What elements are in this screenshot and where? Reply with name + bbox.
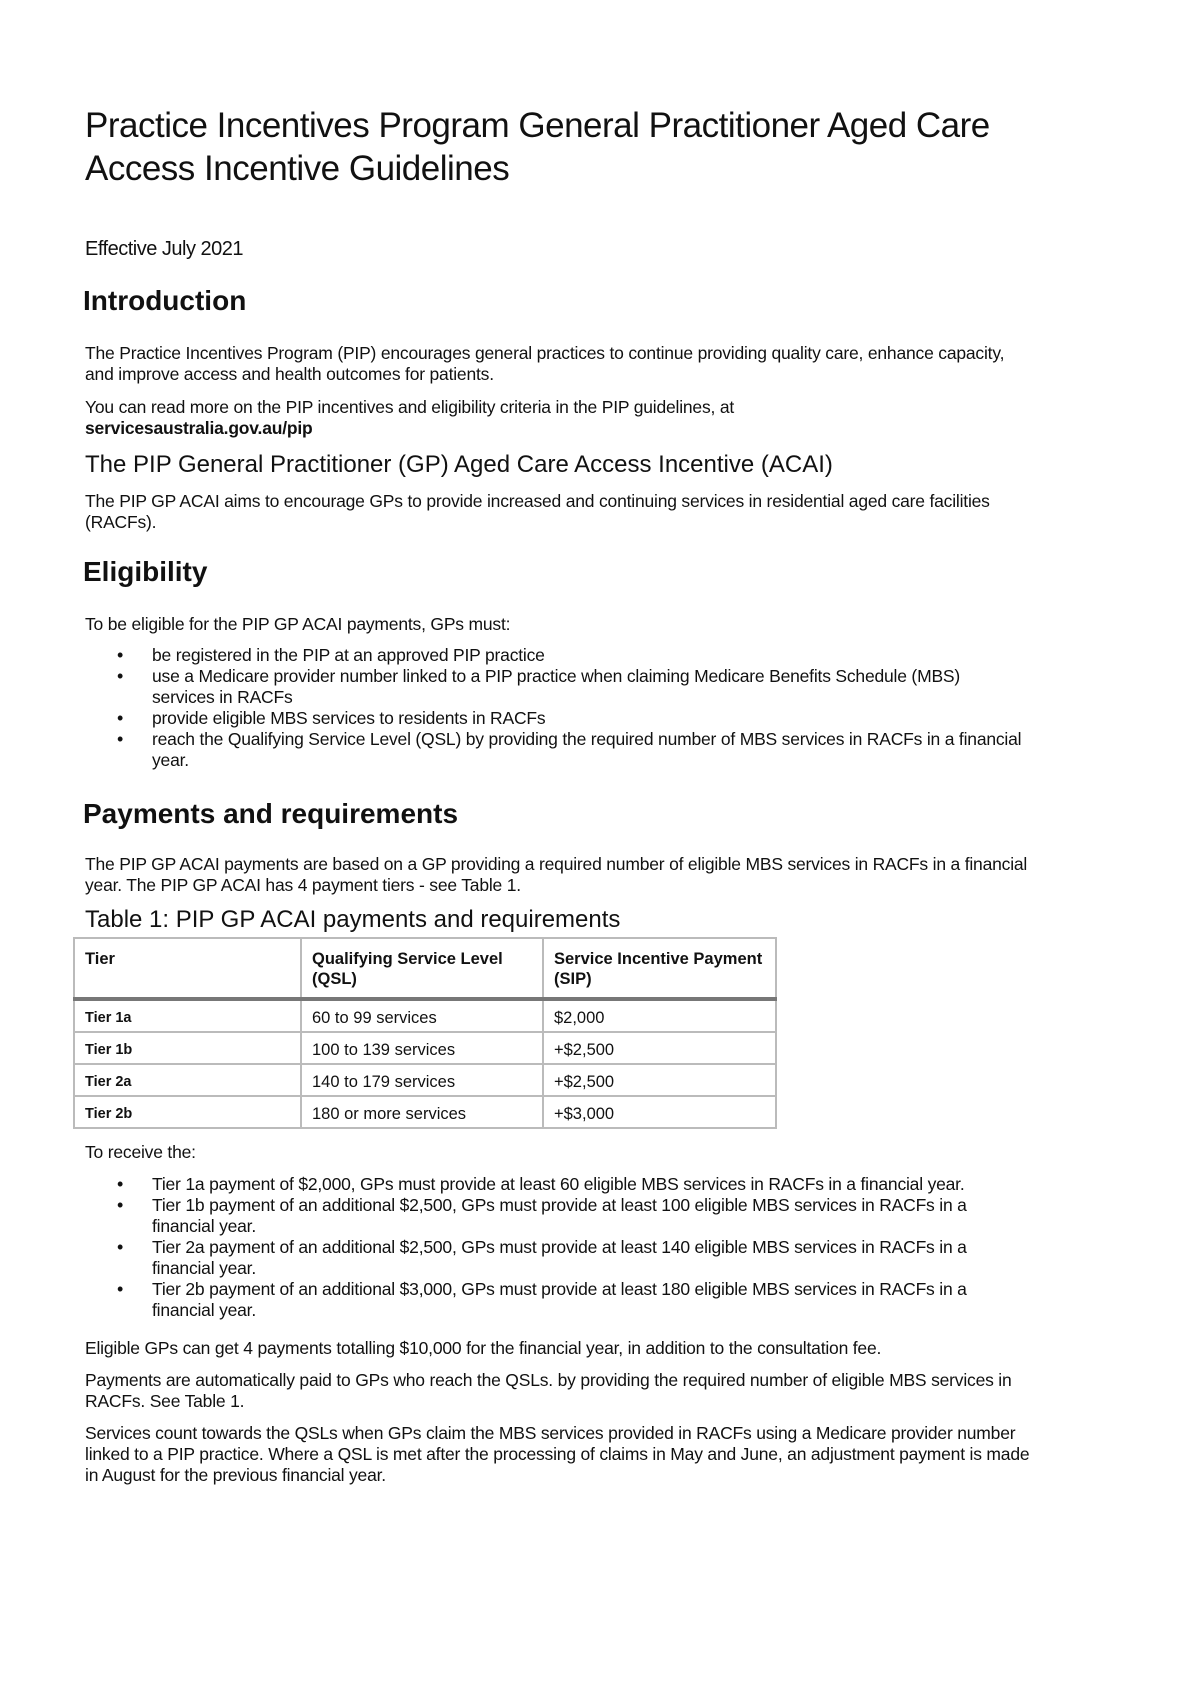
tier-list [85, 1174, 1025, 1321]
cell-qsl: 60 to 99 services [301, 999, 543, 1032]
cell-sip: +$2,500 [543, 1064, 776, 1096]
cell-sip: +$2,500 [543, 1032, 776, 1064]
list-item: • be registered in the PIP at an approved PIP practice [85, 645, 1025, 666]
cell-sip: $2,000 [543, 999, 776, 1032]
table-row [74, 999, 776, 1032]
eligibility-intro: To be eligible for the PIP GP ACAI payments, GPs must: [85, 614, 511, 634]
pip-link[interactable]: servicesaustralia.gov.au/pip [85, 418, 313, 438]
receive-intro: To receive the: [85, 1142, 196, 1162]
header-tier: Tier [74, 938, 301, 999]
cell-sip: +$3,000 [543, 1096, 776, 1128]
cell-tier: Tier 1a [74, 999, 301, 1032]
intro-paragraph-1: The Practice Incentives Program (PIP) encourages general practices to continue providing quality care, enhance capacity, and improve access and health outcomes for patients. [85, 343, 1005, 384]
acai-paragraph: The PIP GP ACAI aims to encourage GPs to provide increased and continuing services in residential aged care facilities (RACFs). [85, 491, 990, 532]
list-item: • Tier 2a payment of an additional $2,500, GPs must provide at least 140 eligible MBS services in RACFs in a financial year. [85, 1237, 1025, 1279]
heading-acai: The PIP General Practitioner (GP) Aged Care Access Incentive (ACAI) [85, 451, 833, 478]
intro-paragraph-2 [85, 397, 1035, 439]
cell-qsl: 180 or more services [301, 1096, 543, 1128]
cell-qsl: 140 to 179 services [301, 1064, 543, 1096]
cell-tier: Tier 2a [74, 1064, 301, 1096]
eligibility-list [85, 645, 1025, 771]
heading-eligibility: Eligibility [83, 556, 208, 587]
heading-payments: Payments and requirements [83, 798, 459, 829]
payments-paragraph: The PIP GP ACAI payments are based on a GP providing a required number of eligible MBS services in RACFs in a financial year. The PIP GP ACAI has 4 payment tiers - see Table 1. [85, 854, 1028, 895]
intro-text: You can read more on the PIP incentives and eligibility criteria in the PIP guidelines, at [85, 397, 735, 417]
heading-introduction: Introduction [83, 285, 247, 316]
list-item: • Tier 1a payment of $2,000, GPs must provide at least 60 eligible MBS services in RACFs in a financial year. [85, 1174, 1025, 1195]
totals-paragraph: Eligible GPs can get 4 payments totalling $10,000 for the financial year, in addition to the consultation fee. [85, 1338, 882, 1358]
list-item: • Tier 1b payment of an additional $2,500, GPs must provide at least 100 eligible MBS services in RACFs in a financial year. [85, 1195, 1025, 1237]
table-row [74, 1096, 776, 1128]
table-row [74, 1032, 776, 1064]
list-item: • reach the Qualifying Service Level (QSL) by providing the required number of MBS services in RACFs in a financial year. [85, 729, 1025, 771]
cell-qsl: 100 to 139 services [301, 1032, 543, 1064]
cell-tier: Tier 2b [74, 1096, 301, 1128]
header-qsl: Qualifying Service Level (QSL) [301, 938, 543, 999]
list-item: • Tier 2b payment of an additional $3,000, GPs must provide at least 180 eligible MBS services in RACFs in a financial year. [85, 1279, 1025, 1321]
cell-tier: Tier 1b [74, 1032, 301, 1064]
table-row [74, 1064, 776, 1096]
automatic-payments-paragraph: Payments are automatically paid to GPs who reach the QSLs. by providing the required number of eligible MBS services in RACFs. See Table 1. [85, 1370, 1012, 1411]
list-item: • use a Medicare provider number linked to a PIP practice when claiming Medicare Benefits Schedule (MBS) services in RACFs [85, 666, 1025, 708]
table-caption: Table 1: PIP GP ACAI payments and requirements [85, 906, 621, 933]
services-count-paragraph: Services count towards the QSLs when GPs claim the MBS services provided in RACFs using a Medicare provider number linked to a PIP practice. Where a QSL is met after the processing of claims in May and June, an adjustment payment is made in August for the previous financial year. [85, 1423, 1030, 1485]
header-sip: Service Incentive Payment (SIP) [543, 938, 776, 999]
effective-date: Effective July 2021 [85, 238, 244, 260]
list-item: • provide eligible MBS services to residents in RACFs [85, 708, 1025, 729]
table-header-row [74, 938, 776, 999]
payments-table [73, 937, 777, 1129]
page-title: Practice Incentives Program General Practitioner Aged Care Access Incentive Guidelines [85, 106, 990, 188]
